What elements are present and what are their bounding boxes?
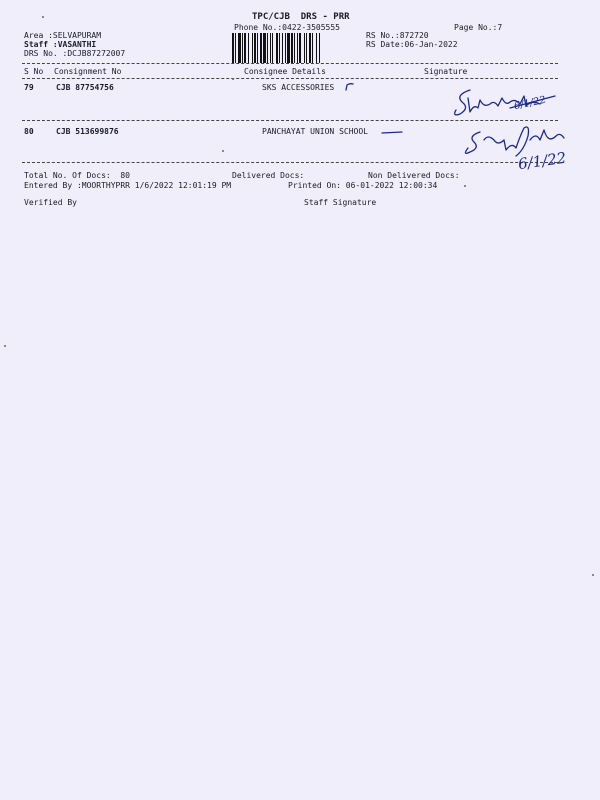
scan-speck	[592, 574, 594, 576]
verified-by-label: Verified By	[24, 198, 77, 207]
area-label: Area :SELVAPURAM	[24, 31, 102, 40]
scan-speck	[464, 185, 466, 187]
delivered-docs: Delivered Docs:	[232, 171, 305, 180]
row-consignment-number: CJB 513699876	[56, 127, 119, 136]
column-header-signature: Signature	[424, 67, 468, 76]
tick-mark	[346, 84, 353, 90]
page-number: Page No.:7	[454, 23, 503, 32]
total-docs: Total No. Of Docs: 80	[24, 171, 130, 180]
scan-speck	[42, 16, 44, 18]
column-header-consignment: Consignment No	[54, 67, 122, 76]
handwritten-signatures	[0, 0, 600, 200]
entered-by: Entered By :MOORTHYPRR 1/6/2022 12:01:19 PM	[24, 181, 232, 190]
column-header-sno: S No	[24, 67, 44, 76]
scan-speck	[232, 78, 234, 80]
printed-on: Printed On: 06-01-2022 12:00:34	[288, 181, 438, 190]
staff-signature-label: Staff Signature	[304, 198, 377, 207]
row-consignee: PANCHAYAT UNION SCHOOL	[262, 127, 368, 136]
non-delivered-docs: Non Delivered Docs:	[368, 171, 460, 180]
handwritten-date-2: 6/1/22	[516, 148, 568, 174]
document-title: TPC/CJB DRS - PRR	[252, 12, 350, 22]
row-consignment-number: CJB 87754756	[56, 83, 114, 92]
staff-label: Staff :VASANTHI	[24, 40, 97, 49]
scan-speck	[222, 150, 224, 152]
scan-speck	[4, 345, 6, 347]
phone-number: Phone No.:0422-3505555	[234, 23, 340, 32]
row-sno: 79	[24, 83, 34, 92]
drs-number: DRS No. :DCJB87272007	[24, 49, 126, 58]
underline-mark	[382, 132, 402, 133]
row-consignee: SKS ACCESSORIES	[262, 83, 335, 92]
row-sno: 80	[24, 127, 34, 136]
column-header-consignee: Consignee Details	[244, 67, 326, 76]
rs-date: RS Date:06-Jan-2022	[366, 40, 458, 49]
rs-number: RS No.:872720	[366, 31, 429, 40]
handwritten-date-1: 6/1/22	[513, 94, 547, 113]
